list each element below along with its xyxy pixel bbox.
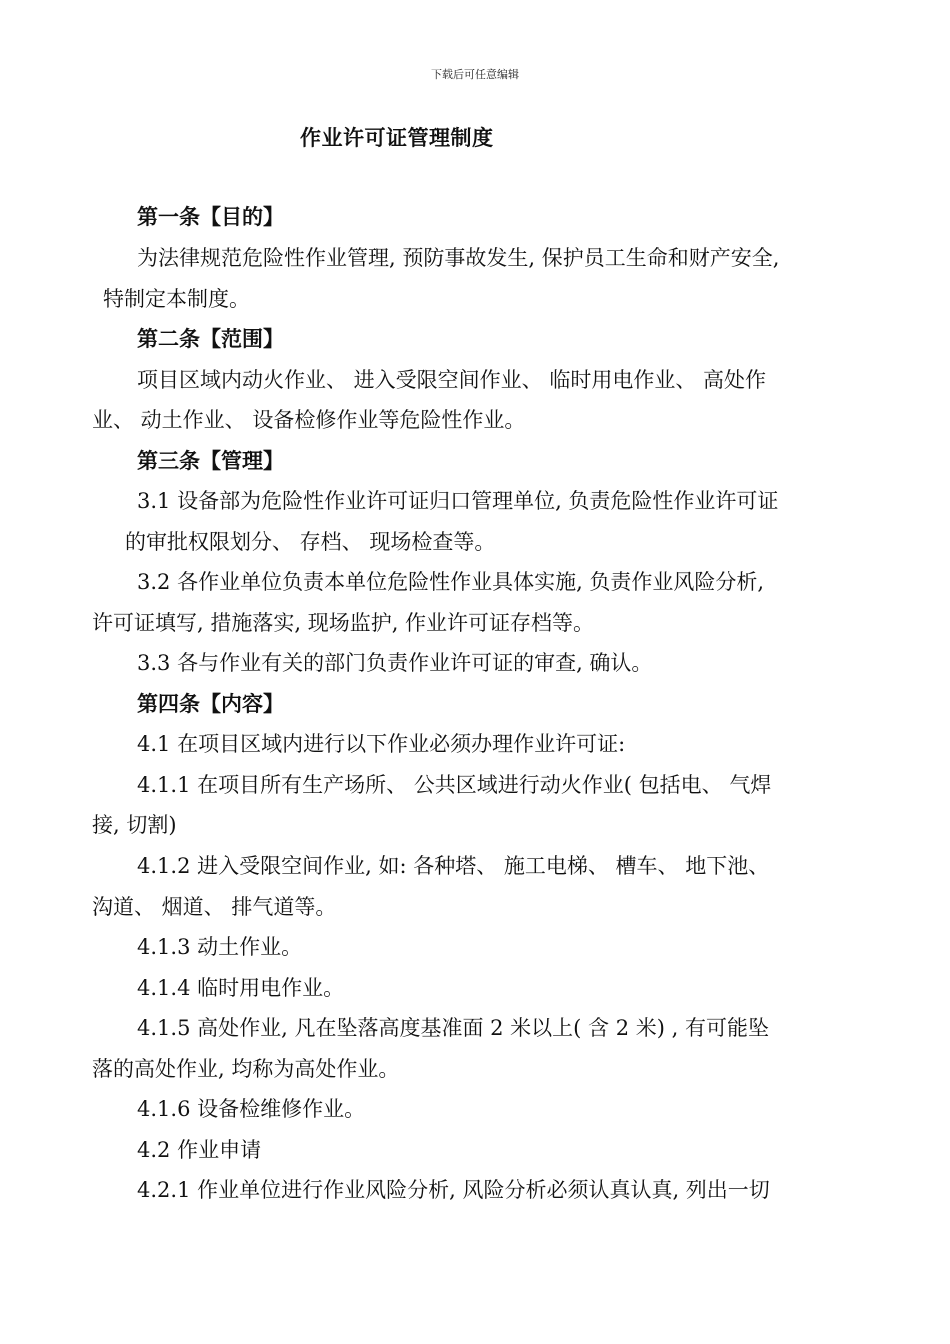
paragraph-line: 业、 动土作业、 设备检修作业等危险性作业。 <box>92 408 526 432</box>
paragraph-line: 的审批权限划分、 存档、 现场检查等。 <box>125 530 496 554</box>
paragraph-line: 4.1.4 临时用电作业。 <box>137 976 345 1000</box>
paragraph-line: 4.1.6 设备检维修作业。 <box>137 1097 366 1121</box>
paragraph-line: 项目区域内动火作业、 进入受限空间作业、 临时用电作业、 高处作 <box>137 368 767 392</box>
article-1-heading: 第一条【目的】 <box>137 204 284 229</box>
paragraph-line: 4.1.2 进入受限空间作业, 如: 各种塔、 施工电梯、 槽车、 地下池、 <box>137 854 770 878</box>
paragraph-line: 沟道、 烟道、 排气道等。 <box>92 895 337 919</box>
paragraph-line: 3.3 各与作业有关的部门负责作业许可证的审查, 确认。 <box>137 651 653 675</box>
paragraph-line: 3.2 各作业单位负责本单位危险性作业具体实施, 负责作业风险分析, <box>137 570 765 594</box>
paragraph-line: 3.1 设备部为危险性作业许可证归口管理单位, 负责危险性作业许可证 <box>137 489 779 513</box>
paragraph-line: 为法律规范危险性作业管理, 预防事故发生, 保护员工生命和财产安全, <box>137 246 780 270</box>
document-title: 作业许可证管理制度 <box>300 125 494 150</box>
article-2-heading: 第二条【范围】 <box>137 326 284 351</box>
article-4-heading: 第四条【内容】 <box>137 691 284 716</box>
paragraph-line: 4.1.1 在项目所有生产场所、 公共区域进行动火作业( 包括电、 气焊 <box>137 773 772 797</box>
paragraph-line: 4.2.1 作业单位进行作业风险分析, 风险分析必须认真认真, 列出一切 <box>137 1178 770 1202</box>
paragraph-line: 4.2 作业申请 <box>137 1138 262 1162</box>
paragraph-line: 特制定本制度。 <box>103 287 250 311</box>
paragraph-line: 许可证填写, 措施落实, 现场监护, 作业许可证存档等。 <box>92 611 595 635</box>
paragraph-line: 4.1.5 高处作业, 凡在坠落高度基准面 2 米以上( 含 2 米) , 有可能坠 <box>137 1016 769 1040</box>
paragraph-line: 4.1 在项目区域内进行以下作业必须办理作业许可证: <box>137 732 626 756</box>
paragraph-line: 落的高处作业, 均称为高处作业。 <box>92 1057 400 1081</box>
page-header: 下载后可任意编辑 <box>431 68 519 81</box>
paragraph-line: 4.1.3 动土作业。 <box>137 935 303 959</box>
article-3-heading: 第三条【管理】 <box>137 448 284 473</box>
paragraph-line: 接, 切割) <box>92 813 177 837</box>
